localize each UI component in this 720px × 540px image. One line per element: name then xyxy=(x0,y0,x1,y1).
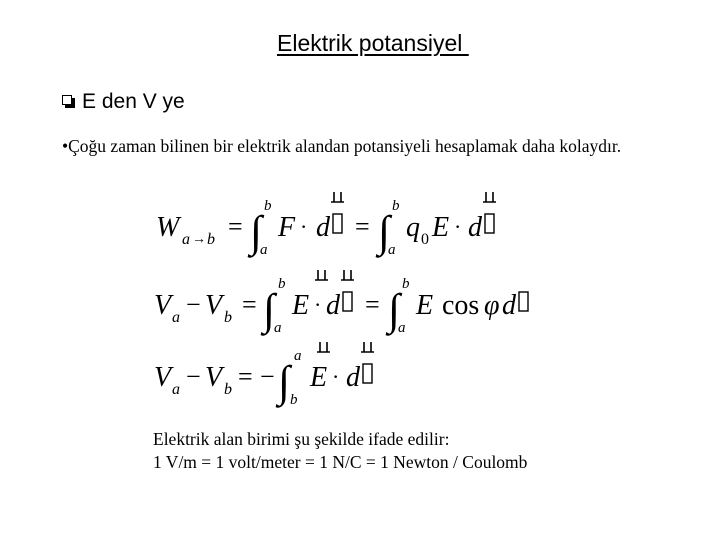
svg-text:=: = xyxy=(365,290,380,319)
unit-note-line-2: 1 V/m = 1 volt/meter = 1 N/C = 1 Newton / Coulomb xyxy=(153,452,528,472)
svg-text:b: b xyxy=(207,231,215,248)
svg-text:∫: ∫ xyxy=(378,207,391,256)
svg-text:V: V xyxy=(154,362,172,393)
svg-text:E: E xyxy=(432,212,450,243)
svg-text:d: d xyxy=(346,362,360,393)
svg-text:a: a xyxy=(398,320,406,336)
svg-text:q: q xyxy=(406,212,420,243)
svg-text:∫: ∫ xyxy=(278,357,291,406)
equation-reversed-limits xyxy=(150,340,390,410)
svg-text:b: b xyxy=(290,392,298,408)
checkbox-square-icon xyxy=(62,95,76,109)
svg-text:−: − xyxy=(260,362,275,391)
equation-potential-difference xyxy=(150,268,540,340)
svg-text:→: → xyxy=(192,232,206,247)
bullet-heading-text: E den V ye xyxy=(82,90,185,113)
svg-text:E: E xyxy=(416,290,434,321)
svg-text:a: a xyxy=(274,320,282,336)
svg-text:=: = xyxy=(228,212,243,241)
svg-text:a: a xyxy=(294,348,302,364)
svg-text:b: b xyxy=(264,198,272,214)
svg-text:d: d xyxy=(316,212,330,243)
svg-text:φ: φ xyxy=(484,290,500,321)
svg-text:b: b xyxy=(224,381,232,398)
svg-text:·: · xyxy=(314,292,322,317)
slide-title: Elektrik potansiyel xyxy=(277,30,469,56)
svg-text:a: a xyxy=(182,231,190,248)
svg-text:cos: cos xyxy=(442,290,480,321)
svg-text:·: · xyxy=(454,214,462,239)
svg-text:b: b xyxy=(224,309,232,326)
svg-text:W: W xyxy=(156,212,180,243)
equation-work xyxy=(150,188,510,260)
svg-text:·: · xyxy=(332,364,340,389)
svg-text:∫: ∫ xyxy=(250,207,263,256)
svg-text:b: b xyxy=(402,276,410,292)
svg-text:F: F xyxy=(278,212,296,243)
svg-text:−: − xyxy=(186,362,201,391)
svg-text:=: = xyxy=(238,362,253,391)
svg-text:−: − xyxy=(186,290,201,319)
svg-text:E: E xyxy=(292,290,310,321)
unit-note-line-1: Elektrik alan birimi şu şekilde ifade edilir: xyxy=(153,429,450,449)
svg-text:a: a xyxy=(172,381,180,398)
svg-text:0: 0 xyxy=(421,231,429,248)
bullet-description: •Çoğu zaman bilinen bir elektrik alandan potansiyeli hesaplamak daha kolaydır. xyxy=(62,136,622,156)
svg-text:=: = xyxy=(242,290,257,319)
svg-text:E: E xyxy=(310,362,328,393)
svg-text:a: a xyxy=(388,242,396,258)
svg-text:V: V xyxy=(205,290,223,321)
bullet-heading xyxy=(62,90,185,114)
unit-note xyxy=(153,428,527,474)
svg-text:d: d xyxy=(326,290,340,321)
svg-text:V: V xyxy=(154,290,172,321)
svg-text:·: · xyxy=(300,214,308,239)
svg-text:a: a xyxy=(260,242,268,258)
svg-text:∫: ∫ xyxy=(388,285,401,334)
svg-text:d: d xyxy=(468,212,482,243)
svg-text:b: b xyxy=(392,198,400,214)
svg-text:b: b xyxy=(278,276,286,292)
svg-text:d: d xyxy=(502,290,516,321)
svg-text:∫: ∫ xyxy=(263,285,276,334)
svg-text:a: a xyxy=(172,309,180,326)
svg-text:=: = xyxy=(355,212,370,241)
svg-text:V: V xyxy=(205,362,223,393)
